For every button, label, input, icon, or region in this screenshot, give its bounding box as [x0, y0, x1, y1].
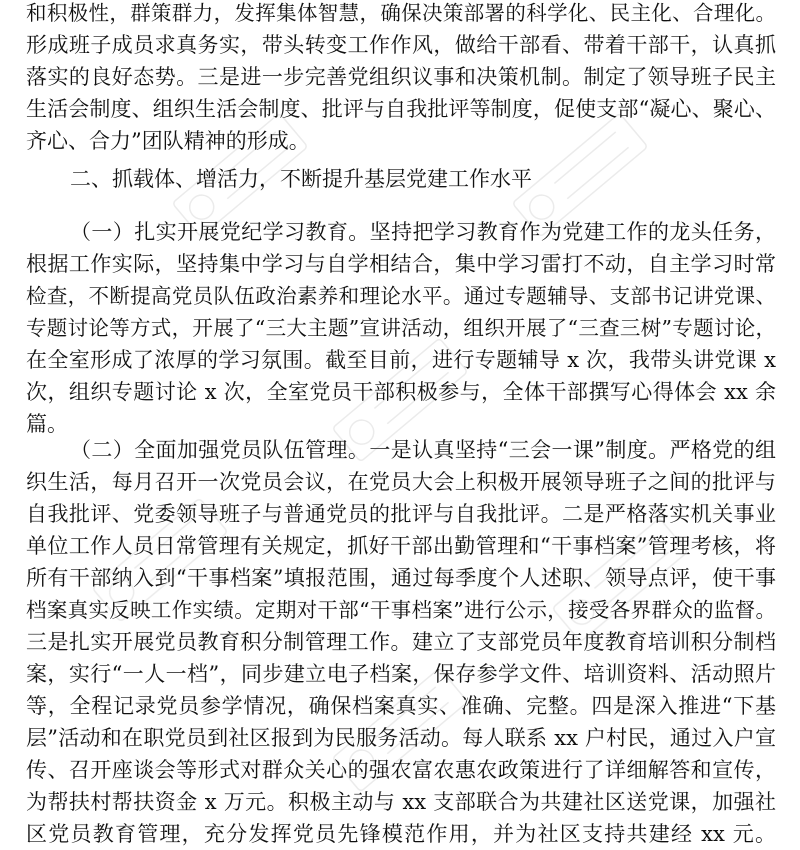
text-line: 在全室形成了浓厚的学习氛围。截至目前，进行专题辅导 x 次，我带头讲党课 x [26, 348, 776, 372]
section-heading: 二、抓载体、增活力，不断提升基层党建工作水平 [70, 167, 532, 191]
text-line: 生活会制度、组织生活会制度、批评与自我批评等制度，促使支部“凝心、聚心、 [26, 97, 776, 121]
text-line: 齐心、合力”团队精神的形成。 [26, 129, 310, 153]
text-line: 落实的良好态势。三是进一步完善党组织议事和决策机制。制定了领导班子民主 [26, 65, 776, 89]
text-line: 和积极性，群策群力，发挥集体智慧，确保决策部署的科学化、民主化、合理化。 [26, 1, 776, 25]
text-line: 传、召开座谈会等形式对群众关心的强农富农惠农政策进行了详细解答和宣传， [26, 758, 776, 782]
text-line: （一）扎实开展党纪学习教育。坚持把学习教育作为党建工作的龙头任务， [70, 220, 776, 244]
text-line: 形成班子成员求真务实，带头转变工作作风，做给干部看、带着干部干，认真抓 [26, 33, 776, 57]
paragraph-member-management [26, 434, 776, 850]
text-line: 检查，不断提高党员队伍政治素养和理论水平。通过专题辅导、支部书记讲党课、 [26, 284, 776, 308]
text-line: （二）全面加强党员队伍管理。一是认真坚持“三会一课”制度。严格党的组 [70, 438, 776, 462]
text-line: 三是扎实开展党员教育积分制管理工作。建立了支部党员年度教育培训积分制档 [26, 630, 776, 654]
text-line: 所有干部纳入到“干事档案”填报范围，通过每季度个人述职、领导点评，使干事 [26, 566, 776, 590]
text-line: 织生活，每月召开一次党员会议，在党员大会上积极开展领导班子之间的批评与 [26, 470, 776, 494]
text-line: 次，组织专题讨论 x 次，全室党员干部积极参与，全体干部撰写心得体会 xx 余 [26, 380, 776, 404]
paragraph-study-education [26, 216, 776, 440]
paragraph-decision-mechanism [26, 0, 776, 157]
text-line: 区党员教育管理，充分发挥党员先锋模范作用，并为社区支持共建经 xx 元。 [26, 822, 776, 846]
text-line: 自我批评、党委领导班子与普通党员的批评与自我批评。二是严格落实机关事业 [26, 502, 776, 526]
text-line: 为帮扶村帮扶资金 x 万元。积极主动与 xx 支部联合为共建社区送党课，加强社 [26, 790, 776, 814]
text-line: 篇。 [26, 412, 68, 436]
text-line: 层”活动和在职党员到社区报到为民服务活动。每人联系 xx 户村民，通过入户宣 [26, 726, 776, 750]
text-line: 等，全程记录党员参学情况，确保档案真实、准确、完整。四是深入推进“下基 [26, 694, 776, 718]
text-line: 案，实行“一人一档”，同步建立电子档案，保存参学文件、培训资料、活动照片 [26, 662, 776, 686]
text-line: 根据工作实际，坚持集中学习与自学相结合，集中学习雷打不动，自主学习时常 [26, 252, 776, 276]
text-line: 专题讨论等方式，开展了“三大主题”宣讲活动，组织开展了“三查三树”专题讨论， [26, 316, 776, 340]
text-line: 档案真实反映工作实绩。定期对干部“干事档案”进行公示，接受各界群众的监督。 [26, 598, 776, 622]
text-line: 单位工作人员日常管理有关规定，抓好干部出勤管理和“干事档案”管理考核，将 [26, 534, 776, 558]
